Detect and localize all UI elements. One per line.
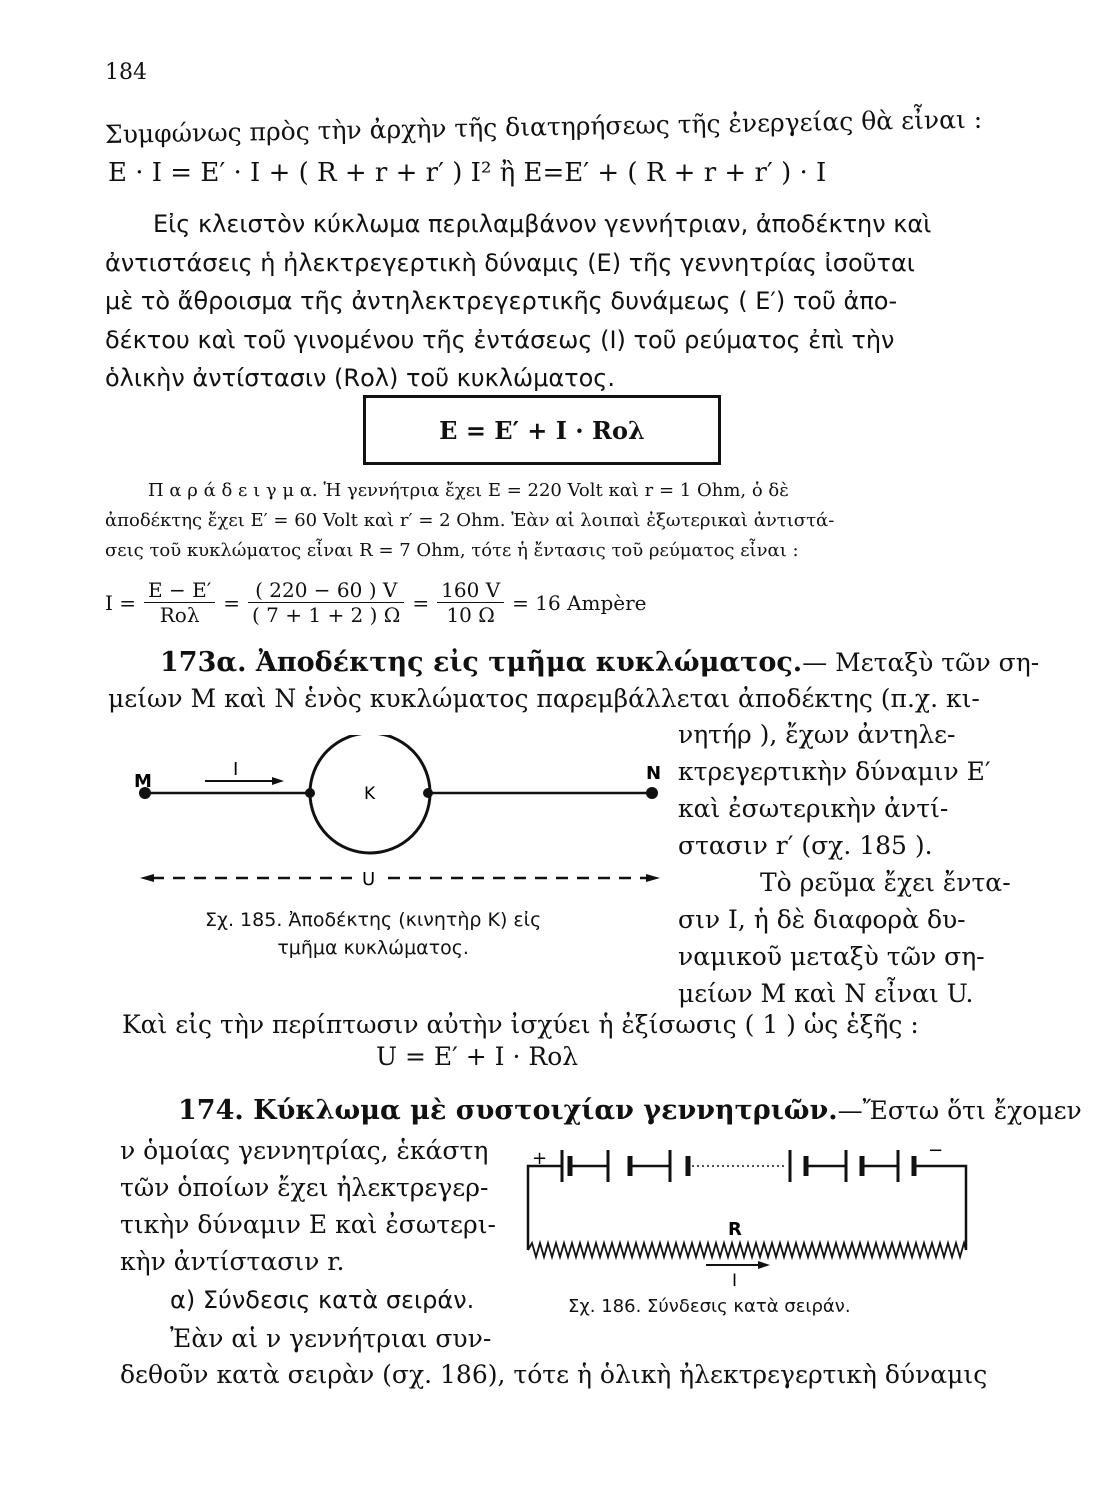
example-line: ἀποδέκτης ἔχει E′ = 60 Volt καὶ r′ = 2 Ohm. Ἐὰν αἱ λοιπαὶ ἐξωτερικαὶ ἀντιστά-: [105, 510, 835, 531]
calc-f3-num: 160 V: [437, 578, 504, 603]
calc-f2-den: ( 7 + 1 + 2 ) Ω: [252, 603, 401, 627]
calc-lhs: I =: [105, 590, 137, 615]
calc-fraction-3: [437, 578, 504, 627]
sec173-right-line: σιν I, ἡ δὲ διαφορὰ δυ-: [678, 905, 966, 934]
calc-f3-den: 10 Ω: [446, 603, 495, 627]
sec173-heading-line: [160, 646, 1039, 680]
sec174-heading-line: [178, 1094, 1082, 1128]
rule-line: ἀντιστάσεις ἡ ἠλεκτρεγερτικὴ δύναμις (E) τῆς γεννητρίας ἰσοῦται: [105, 248, 915, 277]
calc-f1-num: E − E′: [144, 578, 215, 603]
sec173-right-line: κτρεγερτικὴν δύναμιν E′: [678, 757, 991, 786]
sec173-line2: μείων M καὶ N ἑνὸς κυκλώματος παρεμβάλλεται ἀποδέκτης (π.χ. κι-: [108, 684, 980, 713]
boxed-formula-frame: [363, 395, 721, 465]
sec173-right-line: ναμικοῦ μεταξὺ τῶν ση-: [678, 942, 985, 971]
calc-f2-num: ( 220 − 60 ) V: [248, 578, 404, 603]
fig186-resistor: [528, 1243, 966, 1257]
sec174-left-line: τικὴν δύναμιν E καὶ ἐσωτερι-: [120, 1210, 496, 1239]
fig185-label-i: I: [233, 759, 239, 780]
sec174-left-line: κὴν ἀντίστασιν r.: [120, 1247, 345, 1276]
rule-line: μὲ τὸ ἄθροισμα τῆς ἀντηλεκτρεγερτικῆς δυνάμεως ( E′) τοῦ ἀπο-: [105, 287, 898, 315]
fig185-u-arrow-right: [646, 874, 660, 882]
fig185-label-m: M: [134, 771, 152, 792]
calc-result: = 16 Ampère: [512, 590, 647, 615]
fig185-caption-line: Σχ. 185. Ἀποδέκτης (κινητὴρ K) εἰς: [205, 909, 542, 931]
sec174-left-column: [120, 1132, 496, 1280]
example-line: σεις τοῦ κυκλώματος εἶναι R = 7 Ohm, τότε ἡ ἔντασις τοῦ ρεύματος εἶναι :: [105, 540, 799, 561]
rule-line: Εἰς κλειστὸν κύκλωμα περιλαμβάνον γεννήτριαν, ἀποδέκτην καὶ: [153, 210, 932, 238]
fig185-caption: [205, 906, 541, 962]
sec173-right-column: [678, 716, 1011, 1012]
fig186-caption: Σχ. 186. Σύνδεσις κατὰ σειράν.: [568, 1296, 851, 1317]
sec174-subheading-a: α) Σύνδεσις κατὰ σειράν.: [170, 1286, 475, 1314]
fig186-wire-left: [528, 1166, 562, 1250]
figure-186: [510, 1130, 980, 1290]
sec174-last-line: δεθοῦν κατὰ σειρὰν (σχ. 186), τότε ἡ ὁλικὴ ἠλεκτρεγερτικὴ δύναμις: [120, 1360, 988, 1389]
fig185-caption-line: τμῆμα κυκλώματος.: [277, 937, 469, 959]
fig185-arrow-head: [272, 777, 284, 785]
figure-185: [130, 735, 670, 895]
calc-fraction-1: [144, 578, 215, 627]
sec173-right-line: στασιν r′ (σχ. 185 ).: [678, 831, 933, 860]
example-calculation: [105, 578, 647, 627]
sec173-heading: 173α. Ἀποδέκτης εἰς τμῆμα κυκλώματος.: [160, 647, 803, 678]
calc-f1-den: Rολ: [159, 603, 200, 627]
fig186-arrow-head: [758, 1261, 770, 1269]
calc-eq2: =: [412, 590, 430, 615]
sec174-lead: —Ἔστω ὅτι ἔχομεν: [837, 1096, 1082, 1125]
sec173-after-line: Καὶ εἰς τὴν περίπτωσιν αὐτὴν ἰσχύει ἡ ἐξίσωσις ( 1 ) ὡς ἑξῆς :: [122, 1010, 919, 1039]
sec173-right-line: νητήρ ), ἔχων ἀντηλε-: [678, 720, 956, 749]
calc-fraction-2: [248, 578, 404, 627]
fig186-wire-right: [914, 1166, 966, 1250]
fig186-plus: +: [532, 1148, 548, 1169]
fig186-minus: −: [928, 1140, 944, 1161]
fig186-label-r: R: [728, 1219, 742, 1240]
sec173-lead: — Μεταξὺ τῶν ση-: [802, 648, 1040, 677]
fig185-u-arrow-left: [140, 874, 154, 882]
boxed-formula: E = E′ + I · Rολ: [439, 415, 645, 445]
sec173-formula: U = E′ + I · Rολ: [376, 1042, 579, 1071]
sec174-left-line: ν ὁμοίας γεννητρίας, ἑκάστη: [120, 1136, 489, 1165]
fig185-label-n: N: [646, 763, 662, 784]
calc-eq1: =: [223, 590, 240, 615]
rule-line: δέκτου καὶ τοῦ γινομένου τῆς ἐντάσεως (I) τοῦ ρεύματος ἐπὶ τὴν: [105, 325, 895, 354]
sec173-right-line: μείων M καὶ N εἶναι U.: [678, 979, 974, 1008]
fig185-label-k: K: [364, 784, 376, 804]
sec174-sub-line: Ἐὰν αἱ ν γεννήτριαι συν-: [170, 1324, 492, 1353]
sec174-left-line: τῶν ὁποίων ἔχει ἠλεκτρεγερ-: [120, 1173, 489, 1202]
fig185-label-u: U: [362, 869, 376, 890]
fig186-label-i: I: [732, 1271, 738, 1290]
sec174-heading: 174. Κύκλωμα μὲ συστοιχίαν γεννητριῶν.: [178, 1095, 838, 1126]
rule-line: ὁλικὴν ἀντίστασιν (Rολ) τοῦ κυκλώματος.: [105, 364, 616, 392]
page-number: 184: [105, 60, 147, 85]
energy-equation: E · I = E′ · I + ( R + r + r′ ) I² ἢ E=E′ + ( R + r + r′ ) · I: [108, 158, 827, 188]
fig185-node-n: [646, 787, 658, 799]
sec173-right-line: Τὸ ρεῦμα ἔχει ἔντα-: [760, 868, 1011, 897]
sec173-right-line: καὶ ἐσωτερικὴν ἀντί-: [678, 794, 949, 823]
rule-paragraph: [105, 205, 931, 398]
example-line: Π α ρ ά δ ε ι γ μ α. Ἡ γεννήτρια ἔχει E = 220 Volt καὶ r = 1 Ohm, ὁ δὲ: [148, 480, 789, 501]
energy-intro-text: Συμφώνως πρὸς τὴν ἀρχὴν τῆς διατηρήσεως τῆς ἐνεργείας θὰ εἶναι :: [104, 104, 983, 149]
